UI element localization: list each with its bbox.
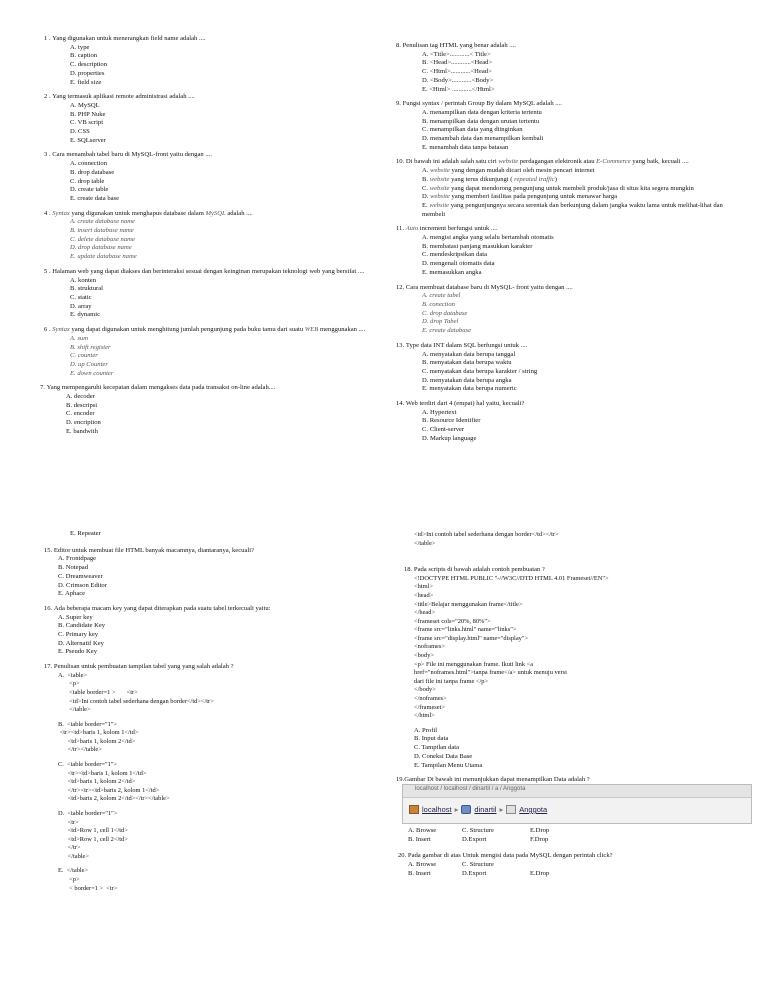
option: [422, 167, 726, 176]
option-part: A.: [422, 167, 431, 175]
option: E. menyatakan data berupa numeric: [422, 385, 517, 393]
question-text-part: Syntax: [52, 326, 70, 334]
question-number: 8.: [396, 42, 401, 49]
option: D.Export: [462, 869, 487, 877]
option: A. menampilkan data dengan kriteria tertentu: [422, 108, 542, 116]
option: D. <Body>............<Body>: [422, 76, 494, 84]
option: D. Coneksi Data Base: [414, 752, 473, 760]
question-header: [40, 384, 374, 393]
option: E. dynamic: [70, 311, 101, 319]
question-text: Cara membuat database baru di MySQL- front yaitu dengan ....: [405, 283, 573, 291]
option-part: C.: [422, 184, 430, 192]
option-part: E.: [422, 201, 430, 209]
question-number: 20.: [398, 852, 407, 860]
options: [422, 109, 726, 153]
question-header: [396, 158, 726, 167]
question-item: [44, 268, 374, 320]
question-number: 19.: [396, 776, 405, 784]
option: B. Input data: [414, 735, 449, 743]
question-number: 3 .: [44, 151, 51, 159]
option: C. Structure: [462, 827, 494, 834]
options: [422, 292, 726, 336]
options: [58, 555, 374, 599]
question-18: [404, 566, 754, 770]
question-number: 2 .: [44, 93, 51, 101]
question-item: [396, 100, 726, 152]
question-text-part: E-Commerce: [596, 158, 631, 166]
breadcrumb: [409, 805, 547, 815]
option: A. Browse: [408, 861, 437, 869]
question-item: [396, 284, 726, 336]
question-number: 13.: [396, 341, 405, 349]
option: A. Super key: [58, 613, 93, 621]
option: B. <Head>............<Head>: [422, 59, 493, 67]
option: D. menyatakan data berupa angka: [422, 376, 512, 384]
question-item: [396, 225, 726, 277]
option-e-code: E. </table> <p> < border=1 > <tr>: [58, 867, 118, 892]
option: F.Drop: [530, 835, 549, 843]
page-two-left-column: [44, 530, 374, 899]
option-part: yang terus dikunjungi (: [449, 175, 515, 183]
options: [422, 51, 726, 95]
option: [422, 202, 726, 219]
question-16: [44, 605, 374, 657]
options: [70, 277, 374, 321]
question-text: Web terdiri dari 4 (empat) hal yaitu, kecuali?: [405, 400, 525, 408]
option: B. Insert: [408, 869, 431, 877]
option: E. Tampilan Menu Utama: [414, 761, 483, 769]
question-text: Ada beberapa macam key yang dapat diterapkan pada suatu tabel terkecuali yaitu:: [53, 604, 271, 612]
options: [422, 167, 726, 219]
question-text-part: Di bawah ini adalah salah satu ciri: [405, 158, 499, 166]
question-text-part: MySQL: [205, 209, 226, 217]
option-a-code: A. <table> <p> <table border=1 > <tr> <td>Ini contoh tabel sederhana dengan border</td></tr> </table>: [58, 671, 214, 714]
option: C. delete database name: [70, 235, 135, 243]
option: B. Candidate Key: [58, 622, 106, 630]
options: [70, 218, 374, 262]
option: B. PHP Nuke: [70, 110, 106, 118]
question-number: 12.: [396, 283, 405, 291]
option: C. mendeskripsikan data: [422, 251, 488, 259]
question-item: [44, 35, 374, 87]
options: [70, 44, 374, 88]
option: D. up Counter: [70, 360, 108, 368]
question-number: 10.: [396, 158, 405, 166]
option: E.Drop: [530, 827, 550, 834]
question-number: 6 .: [44, 326, 51, 334]
question-item: [396, 342, 726, 394]
option: E. <Html> ............</Html>: [422, 85, 495, 93]
option: E. field size: [70, 78, 102, 86]
option-c-code: C. <table border="1"> <tr><td>baris 1, kolom 1</td> <td>baris 1, kolom 2</td> </tr><tr><td>baris 2, kolom 1</td> <td>baris 2, kolom 2</td></tr></table>: [58, 761, 170, 803]
breadcrumb-database[interactable]: dinartil: [474, 805, 497, 814]
option: A. Frontdpage: [58, 555, 97, 563]
option: E. create data base: [70, 194, 120, 202]
option: A. <Title>............< Title>: [422, 50, 491, 58]
option-part: yang dapat mendorong pengunjung untuk membeli produk/jasa di situs kita segera mungkin: [449, 184, 694, 192]
question-item: [44, 326, 374, 378]
question-text: Yang digunakan untuk menerangkan field name adalah ....: [52, 35, 206, 42]
question-item: [396, 400, 726, 444]
option: B. membatasi panjang masukkan karakter: [422, 242, 533, 250]
frameset-code: <!DOCTYPE HTML PUBLIC "-//W3C//DTD HTML 4.01 Frameset//EN"> <html> <head> <title>Belajar menggunakan frame</title> </head> <frameset cols="20%, 80%"> <frame src="links.html" name="links"> <frame src="display.html" name="display"> <noframes> <body> <p> File ini menggunakan frame. Ikuti link <a href="noframes.html">tanpa frame</a> untuk menuju versi dari file ini tanpa frame </p> </body> </noframes> </frameset> </html>: [414, 574, 609, 720]
option: C. menampilkan data yang diinginkan: [422, 126, 523, 134]
question-text: Yang termasuk aplikasi remote administrasi adalah ....: [52, 93, 195, 101]
option: B. drop database: [70, 168, 115, 176]
option: E. memasukkan angka: [422, 268, 482, 276]
option: C. VB script: [70, 119, 104, 127]
server-icon: [409, 805, 419, 814]
question-number: 15.: [44, 546, 53, 554]
option: A. create database name: [70, 218, 135, 226]
option: C. encoder: [66, 410, 95, 418]
database-icon: [461, 805, 471, 814]
option: E. update database name: [70, 253, 137, 261]
question-text-part: perdagangan elektronik atau: [518, 158, 597, 166]
option: E. menambah data tanpa batasan: [422, 143, 509, 151]
question-text-part: adalah ....: [225, 209, 253, 217]
question-text: [52, 326, 374, 335]
options: [70, 160, 374, 204]
table-icon: [506, 805, 516, 814]
option-part: yang pengunjungnya secara serentak dan berkunjung dalam jangka waktu lama untuk melihat-lihat dan membeli: [422, 201, 723, 218]
options: [422, 409, 726, 444]
option: A. sum: [70, 334, 88, 342]
phpmyadmin-screenshot: [402, 784, 752, 824]
options: [70, 335, 374, 379]
option-b-code: B. <table border="1"> <tr><td>baris 1, kolom 1</td> <td>baris 1, kolom 2</td> </tr></table>: [58, 720, 139, 754]
options: [422, 234, 726, 278]
breadcrumb-table[interactable]: Anggota: [519, 805, 548, 814]
option: D. Crimson Editor: [58, 581, 107, 589]
option: E. down counter: [70, 369, 114, 377]
question-item: [44, 210, 374, 262]
question-text-part: yang baik, kecuali ....: [630, 158, 689, 166]
question-header: [44, 326, 374, 335]
question-header: [396, 284, 726, 293]
option: E. SQLserver: [70, 136, 106, 144]
option: C. static: [70, 293, 92, 301]
option-part: website: [429, 184, 450, 192]
page-one-right-column: [396, 42, 726, 450]
option: B. struktural: [70, 285, 103, 293]
option: A. Browse: [408, 827, 437, 834]
question-header: [396, 225, 726, 234]
question-header: [396, 342, 726, 351]
option: A. create tabel: [422, 292, 461, 300]
option: C. menyatakan data berupa karakter / string: [422, 367, 538, 375]
question-15: [44, 547, 374, 599]
question-text: Cara menambah tabel baru di MySQL-front yaitu dengan ....: [52, 151, 212, 159]
question-text-part: yang digunakan untuk menghapus database dalam: [69, 209, 206, 217]
question-text-part: website: [498, 158, 519, 166]
option: B. shift register: [70, 343, 111, 351]
question-text: Penulisan untuk pembuatan tampilan tabel yang yang salah adalah ?: [53, 663, 234, 671]
option: A. decoder: [66, 393, 95, 401]
question-item: [396, 42, 726, 94]
option: B. conection: [422, 300, 455, 308]
question-number: 17.: [44, 663, 53, 671]
options: [66, 393, 374, 437]
question-number: 18.: [404, 566, 413, 574]
breadcrumb-server[interactable]: localhost: [422, 805, 452, 814]
option: E. Aphace: [58, 590, 86, 598]
option: B. menampilkan data dengan urutan tertentu: [422, 117, 540, 125]
question-text-part: menggunakan ....: [318, 326, 366, 334]
question-text-part: WEB: [304, 326, 319, 334]
option: A. connection: [70, 160, 107, 168]
question-text: Pada scripts di bawah adalah contoh pembuatan ?: [413, 566, 545, 574]
question-text: Penulisan tag HTML yang benar adalah ....: [402, 42, 516, 49]
option-part: website: [430, 193, 450, 201]
options: [422, 351, 726, 395]
option: [422, 193, 726, 202]
option: B. insert database name: [70, 227, 134, 235]
question-header: [44, 93, 374, 102]
option-part: ): [554, 175, 557, 183]
option: A. type: [70, 43, 90, 51]
option: D.Export: [462, 835, 487, 843]
question-text-part: Syntax: [52, 209, 70, 217]
question-number: 16.: [44, 604, 53, 612]
question-text: [406, 158, 726, 167]
page-one-left-column: [40, 35, 374, 443]
option: B. caption: [70, 52, 98, 60]
option: A. MySQL: [70, 101, 100, 109]
option: D. drop database name: [70, 244, 132, 252]
question-header: [44, 268, 374, 277]
question-number: 14.: [396, 400, 405, 408]
option: E. create database: [422, 327, 472, 335]
browser-address-bar: [403, 785, 751, 798]
option-part: D.: [422, 193, 431, 201]
question-header: [44, 210, 374, 219]
option: D. CSS: [70, 128, 90, 136]
option: C. <Html>............<Head>: [422, 68, 492, 76]
page-two: [0, 497, 768, 994]
option: C. drop table: [70, 177, 105, 185]
option: C. counter: [70, 352, 98, 360]
question-header: [44, 151, 374, 160]
question-text-part: increment berfungsi untuk ....: [418, 225, 498, 233]
option: A. konten: [70, 276, 97, 284]
option: C. Structure: [462, 861, 494, 869]
question-17: [44, 663, 374, 893]
question-header: [396, 42, 726, 51]
question-item: [40, 384, 374, 436]
question-text: Gambar Di bawah ini menunjukkan dapat menampilkan Data adalah ?: [404, 776, 590, 784]
option: B. Notepad: [58, 564, 89, 572]
option: C. drop database: [422, 309, 468, 317]
breadcrumb-separator: ▸: [454, 805, 459, 814]
option: E. bandwith: [66, 427, 98, 435]
option-part: yang memberi fasilitas pada pengunjung untuk menawar harga: [449, 193, 618, 201]
option-d-code: D. <table border="1"> <tr> <td>Row 1, cell 1</td> <td>Row 1, cell 2</td> </tr> </table>: [58, 809, 128, 860]
option: C. Dreamweaver: [58, 572, 103, 580]
question-text-part: Auto: [405, 225, 419, 233]
options: [58, 614, 374, 658]
option: B. Resource Identifier: [422, 417, 481, 425]
option-part: website: [429, 175, 450, 183]
question-text: Fungsi syntax / perintah Group By dalam MySQL adalah ....: [402, 100, 562, 108]
question-number: 5 .: [44, 267, 51, 275]
option: E.Drop: [530, 869, 550, 877]
browser-url-text: localhost / localhost / dinartil / a / Anggota: [415, 786, 526, 792]
question-text: Editor untuk membuat file HTML banyak macamnya, diantaranya, kecuali?: [53, 546, 254, 554]
question-header: [44, 35, 374, 44]
option: A. menyatakan data berupa tanggal: [422, 350, 516, 358]
options: [414, 727, 754, 771]
option: E. Pseudo Key: [58, 648, 98, 656]
question-number: 9.: [396, 100, 401, 108]
question-text: [406, 225, 726, 234]
option: B. menyatakan data berupa waktu: [422, 359, 512, 367]
option: D. Markup language: [422, 434, 477, 442]
option-part: yang dengan mudah dicari oleh mesin pencari internet: [449, 167, 595, 175]
option: B. Insert: [408, 835, 431, 843]
option-part: repeated traffic: [514, 175, 555, 183]
option: D. properties: [70, 69, 105, 77]
question-text: Pada gambar di atas Untuk mengisi data pada MySQL dengan perintah click?: [407, 852, 613, 860]
option: [422, 185, 726, 194]
question-number: 7.: [40, 384, 45, 392]
option: D. encription: [66, 419, 101, 427]
question-item: [44, 151, 374, 203]
option: C. Primary key: [58, 631, 99, 639]
question-text: Yang mempengaruhi kecepatan dalam mengakses data pada transaksi on-line adalah....: [46, 384, 276, 392]
option: [422, 176, 726, 185]
option: C. description: [70, 61, 107, 69]
option: B. descripsi: [66, 401, 98, 409]
question-text: Halaman web yang dapat diakses dan berinteraksi sesuai dengan keinginan merupakan teknologi web yang bersifat ....: [52, 267, 365, 275]
option: D. create table: [70, 186, 109, 194]
option: D. menambah data dan menampilkan kembali: [422, 135, 544, 143]
question-header: [396, 100, 726, 109]
question-header: [396, 400, 726, 409]
continued-code: <td>Ini contoh tabel sederhana dengan border</td></tr> </table>: [414, 531, 559, 547]
option: A. mengisi angka yang selalu bertambah otomatis: [422, 234, 554, 242]
question-text-part: yang dapat digunakan untuk menghitung jumlah pengunjung pada buku tamu dari suatu: [69, 326, 305, 334]
option: D. drop Tabel: [422, 318, 459, 326]
question-number: 1 .: [44, 35, 51, 42]
option-part: website: [429, 201, 450, 209]
page-two-right-column: [396, 531, 754, 785]
continued-option: E. Repeater: [70, 530, 101, 537]
options: [70, 102, 374, 146]
question-number: 11.: [396, 225, 404, 233]
option: D. array: [70, 302, 92, 310]
option: A. Hypertext: [422, 408, 457, 416]
option-part: website: [430, 167, 450, 175]
question-text: [52, 210, 374, 219]
question-number: 4 .: [44, 209, 51, 217]
question-item: [44, 93, 374, 145]
option-part: B.: [422, 175, 430, 183]
option: C. Tampilan data: [414, 744, 460, 752]
option: D. Alternatif Key: [58, 639, 104, 647]
option: A. Profil: [414, 726, 438, 734]
breadcrumb-separator: ▸: [499, 805, 504, 814]
question-text: Type data INT dalam SQL berfungsi untuk ....: [405, 341, 528, 349]
question-19-answers: [398, 827, 748, 879]
question-item: [396, 158, 726, 219]
option: D. mengenali otomatis data: [422, 260, 495, 268]
option: C. Client-server: [422, 426, 465, 434]
